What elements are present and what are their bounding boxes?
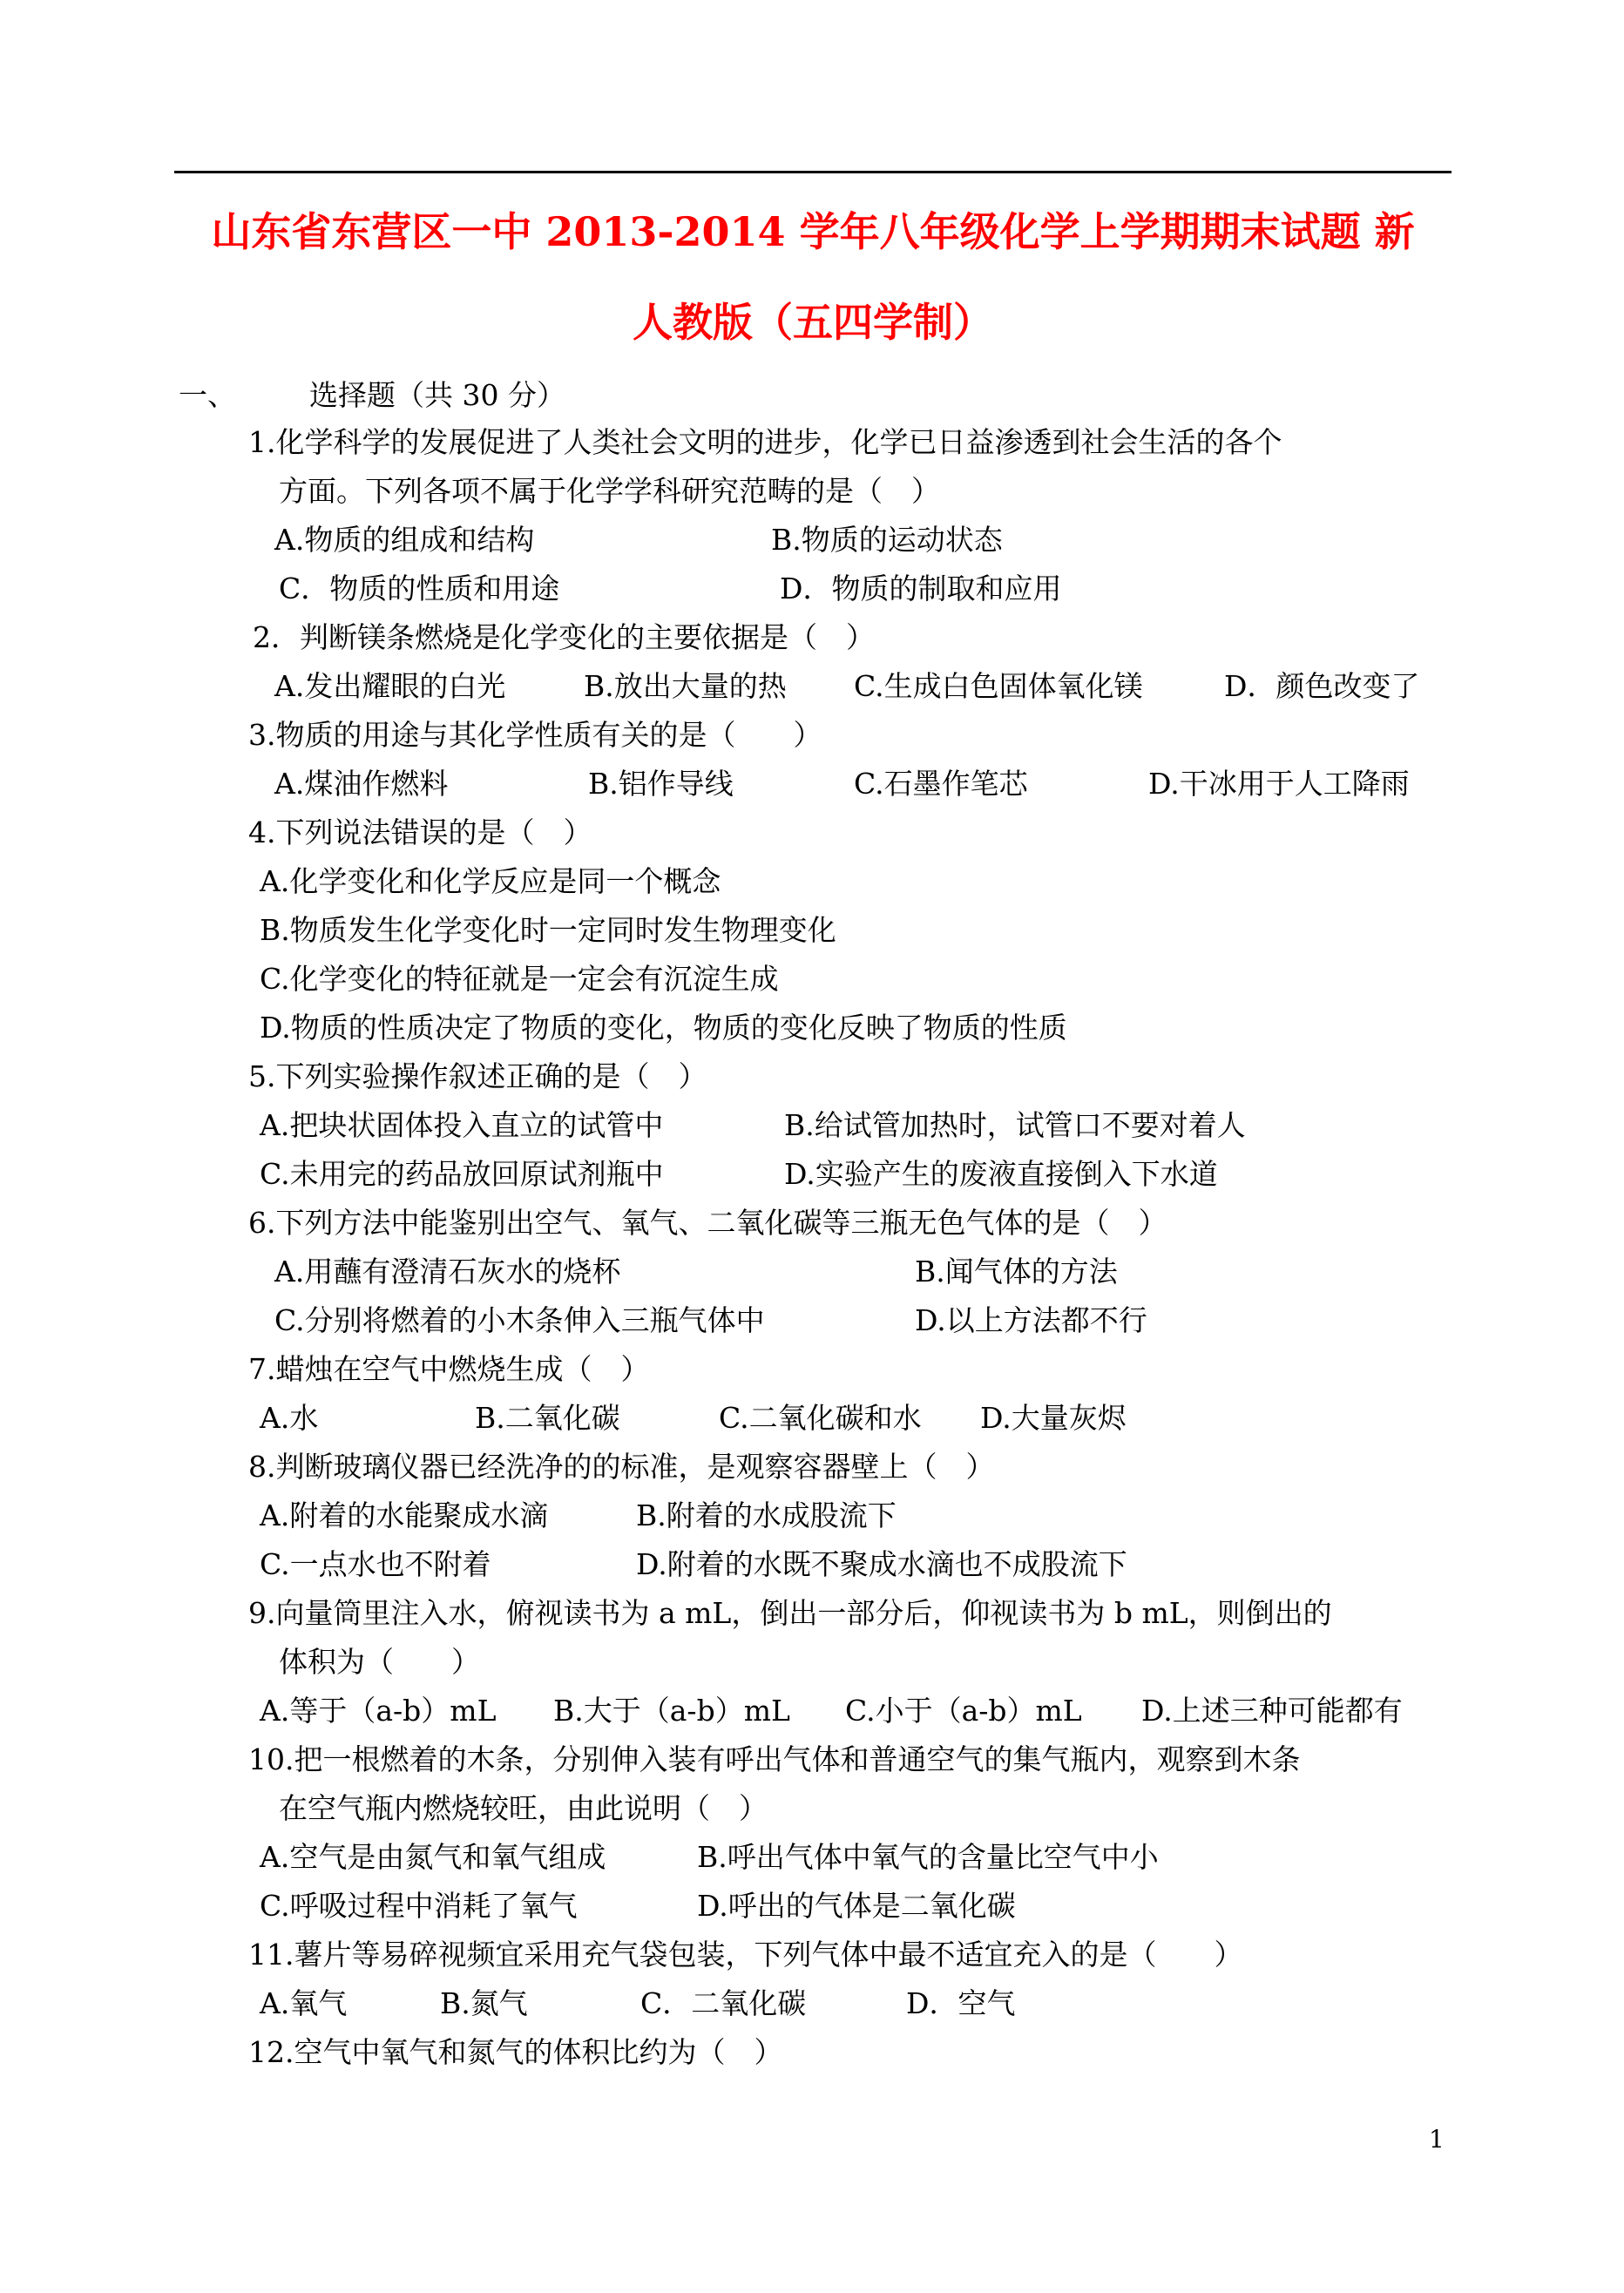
question-4-option-d: D.物质的性质决定了物质的变化，物质的变化反映了物质的性质 <box>260 1011 1067 1045</box>
question-3-stem: 3.物质的用途与其化学性质有关的是（ ） <box>248 718 822 752</box>
question-2-option-a: A.发出耀眼的白光 <box>274 669 506 703</box>
question-8-option-a: A.附着的水能聚成水滴 <box>260 1498 549 1532</box>
question-3-option-d: D.干冰用于人工降雨 <box>1148 767 1410 801</box>
question-5-option-c: C.未用完的药品放回原试剂瓶中 <box>260 1157 664 1191</box>
question-10-option-c: C.呼吸过程中消耗了氧气 <box>260 1889 578 1923</box>
question-4-option-a: A.化学变化和化学反应是同一个概念 <box>260 864 721 898</box>
question-7-stem: 7.蜡烛在空气中燃烧生成（ ） <box>248 1352 650 1386</box>
document-title-line-1: 山东省东营区一中 2013-2014 学年八年级化学上学期期末试题 新 <box>211 208 1415 255</box>
question-9-option-b: B.大于（a-b）mL <box>553 1694 790 1728</box>
question-7-option-c: C.二氧化碳和水 <box>719 1401 922 1435</box>
question-6-option-c: C.分别将燃着的小木条伸入三瓶气体中 <box>274 1303 765 1337</box>
question-9-option-d: D.上述三种可能都有 <box>1141 1694 1403 1728</box>
question-8-option-d: D.附着的水既不聚成水滴也不成股流下 <box>636 1547 1127 1581</box>
question-12-stem: 12.空气中氧气和氮气的体积比约为（ ） <box>248 2035 783 2069</box>
question-1-option-c: C．物质的性质和用途 <box>279 572 560 605</box>
question-7-option-a: A.水 <box>260 1401 319 1435</box>
question-10-stem-line-2: 在空气瓶内燃烧较旺，由此说明（ ） <box>279 1791 768 1825</box>
question-7-option-d: D.大量灰烬 <box>980 1401 1127 1435</box>
question-1-option-b: B.物质的运动状态 <box>771 523 1003 557</box>
question-3-option-a: A.煤油作燃料 <box>274 767 449 801</box>
question-9-option-a: A.等于（a-b）mL <box>260 1694 497 1728</box>
question-9-stem-line-1: 9.向量筒里注入水，俯视读书为 a mL，倒出一部分后，仰视读书为 b mL，则倒出的 <box>248 1596 1332 1630</box>
question-6-option-a: A.用蘸有澄清石灰水的烧杯 <box>274 1255 621 1289</box>
section-title: 选择题（共 30 分） <box>309 378 565 412</box>
question-11-option-a: A.氧气 <box>260 1986 348 2020</box>
question-11-option-d: D．空气 <box>906 1986 1016 2020</box>
question-10-option-a: A.空气是由氮气和氧气组成 <box>260 1840 606 1874</box>
question-11-option-b: B.氮气 <box>440 1986 528 2020</box>
question-5-option-a: A.把块状固体投入直立的试管中 <box>260 1108 664 1142</box>
question-9-option-c: C.小于（a-b）mL <box>845 1694 1082 1728</box>
question-6-stem: 6.下列方法中能鉴别出空气、氧气、二氧化碳等三瓶无色气体的是（ ） <box>248 1206 1167 1240</box>
question-2-option-c: C.生成白色固体氧化镁 <box>854 669 1143 703</box>
question-4-option-b: B.物质发生化学变化时一定同时发生物理变化 <box>260 913 836 947</box>
question-6-option-d: D.以上方法都不行 <box>915 1303 1147 1337</box>
document-title-line-2: 人教版（五四学制） <box>633 299 993 346</box>
question-8-stem: 8.判断玻璃仪器已经洗净的的标准，是观察容器壁上（ ） <box>248 1450 995 1484</box>
question-11-option-c: C．二氧化碳 <box>640 1986 807 2020</box>
section-heading <box>179 376 565 415</box>
question-5-option-d: D.实验产生的废液直接倒入下水道 <box>784 1157 1218 1191</box>
question-4-stem: 4.下列说法错误的是（ ） <box>248 815 592 849</box>
question-8-option-c: C.一点水也不附着 <box>260 1547 491 1581</box>
question-11-stem: 11.薯片等易碎视频宜采用充气袋包装，下列气体中最不适宜充入的是（ ） <box>248 1938 1243 1972</box>
question-10-option-d: D.呼出的气体是二氧化碳 <box>697 1889 1016 1923</box>
question-1-stem-line-2: 方面。下列各项不属于化学学科研究范畴的是（ ） <box>279 474 940 508</box>
question-1-option-a: A.物质的组成和结构 <box>274 523 535 557</box>
question-1-stem-line-1: 1.化学科学的发展促进了人类社会文明的进步，化学已日益渗透到社会生活的各个 <box>248 425 1282 459</box>
question-8-option-b: B.附着的水成股流下 <box>636 1498 897 1532</box>
question-5-stem: 5.下列实验操作叙述正确的是（ ） <box>248 1059 707 1093</box>
question-7-option-b: B.二氧化碳 <box>475 1401 620 1435</box>
question-9-stem-line-2: 体积为（ ） <box>279 1645 480 1679</box>
top-rule <box>174 171 1451 173</box>
question-2-option-d: D．颜色改变了 <box>1224 669 1420 703</box>
question-5-option-b: B.给试管加热时，试管口不要对着人 <box>784 1108 1246 1142</box>
question-4-option-c: C.化学变化的特征就是一定会有沉淀生成 <box>260 962 779 996</box>
question-2-stem: 2．判断镁条燃烧是化学变化的主要依据是（ ） <box>253 620 875 654</box>
question-6-option-b: B.闻气体的方法 <box>915 1255 1118 1289</box>
question-2-option-b: B.放出大量的热 <box>584 669 787 703</box>
question-3-option-c: C.石墨作笔芯 <box>854 767 1028 801</box>
question-3-option-b: B.铝作导线 <box>588 767 734 801</box>
page-number: 1 <box>1429 2125 1445 2154</box>
question-10-option-b: B.呼出气体中氧气的含量比空气中小 <box>697 1840 1159 1874</box>
question-1-option-d: D．物质的制取和应用 <box>780 572 1062 605</box>
question-10-stem-line-1: 10.把一根燃着的木条，分别伸入装有呼出气体和普通空气的集气瓶内，观察到木条 <box>248 1742 1301 1776</box>
section-number: 一、 <box>179 378 236 412</box>
